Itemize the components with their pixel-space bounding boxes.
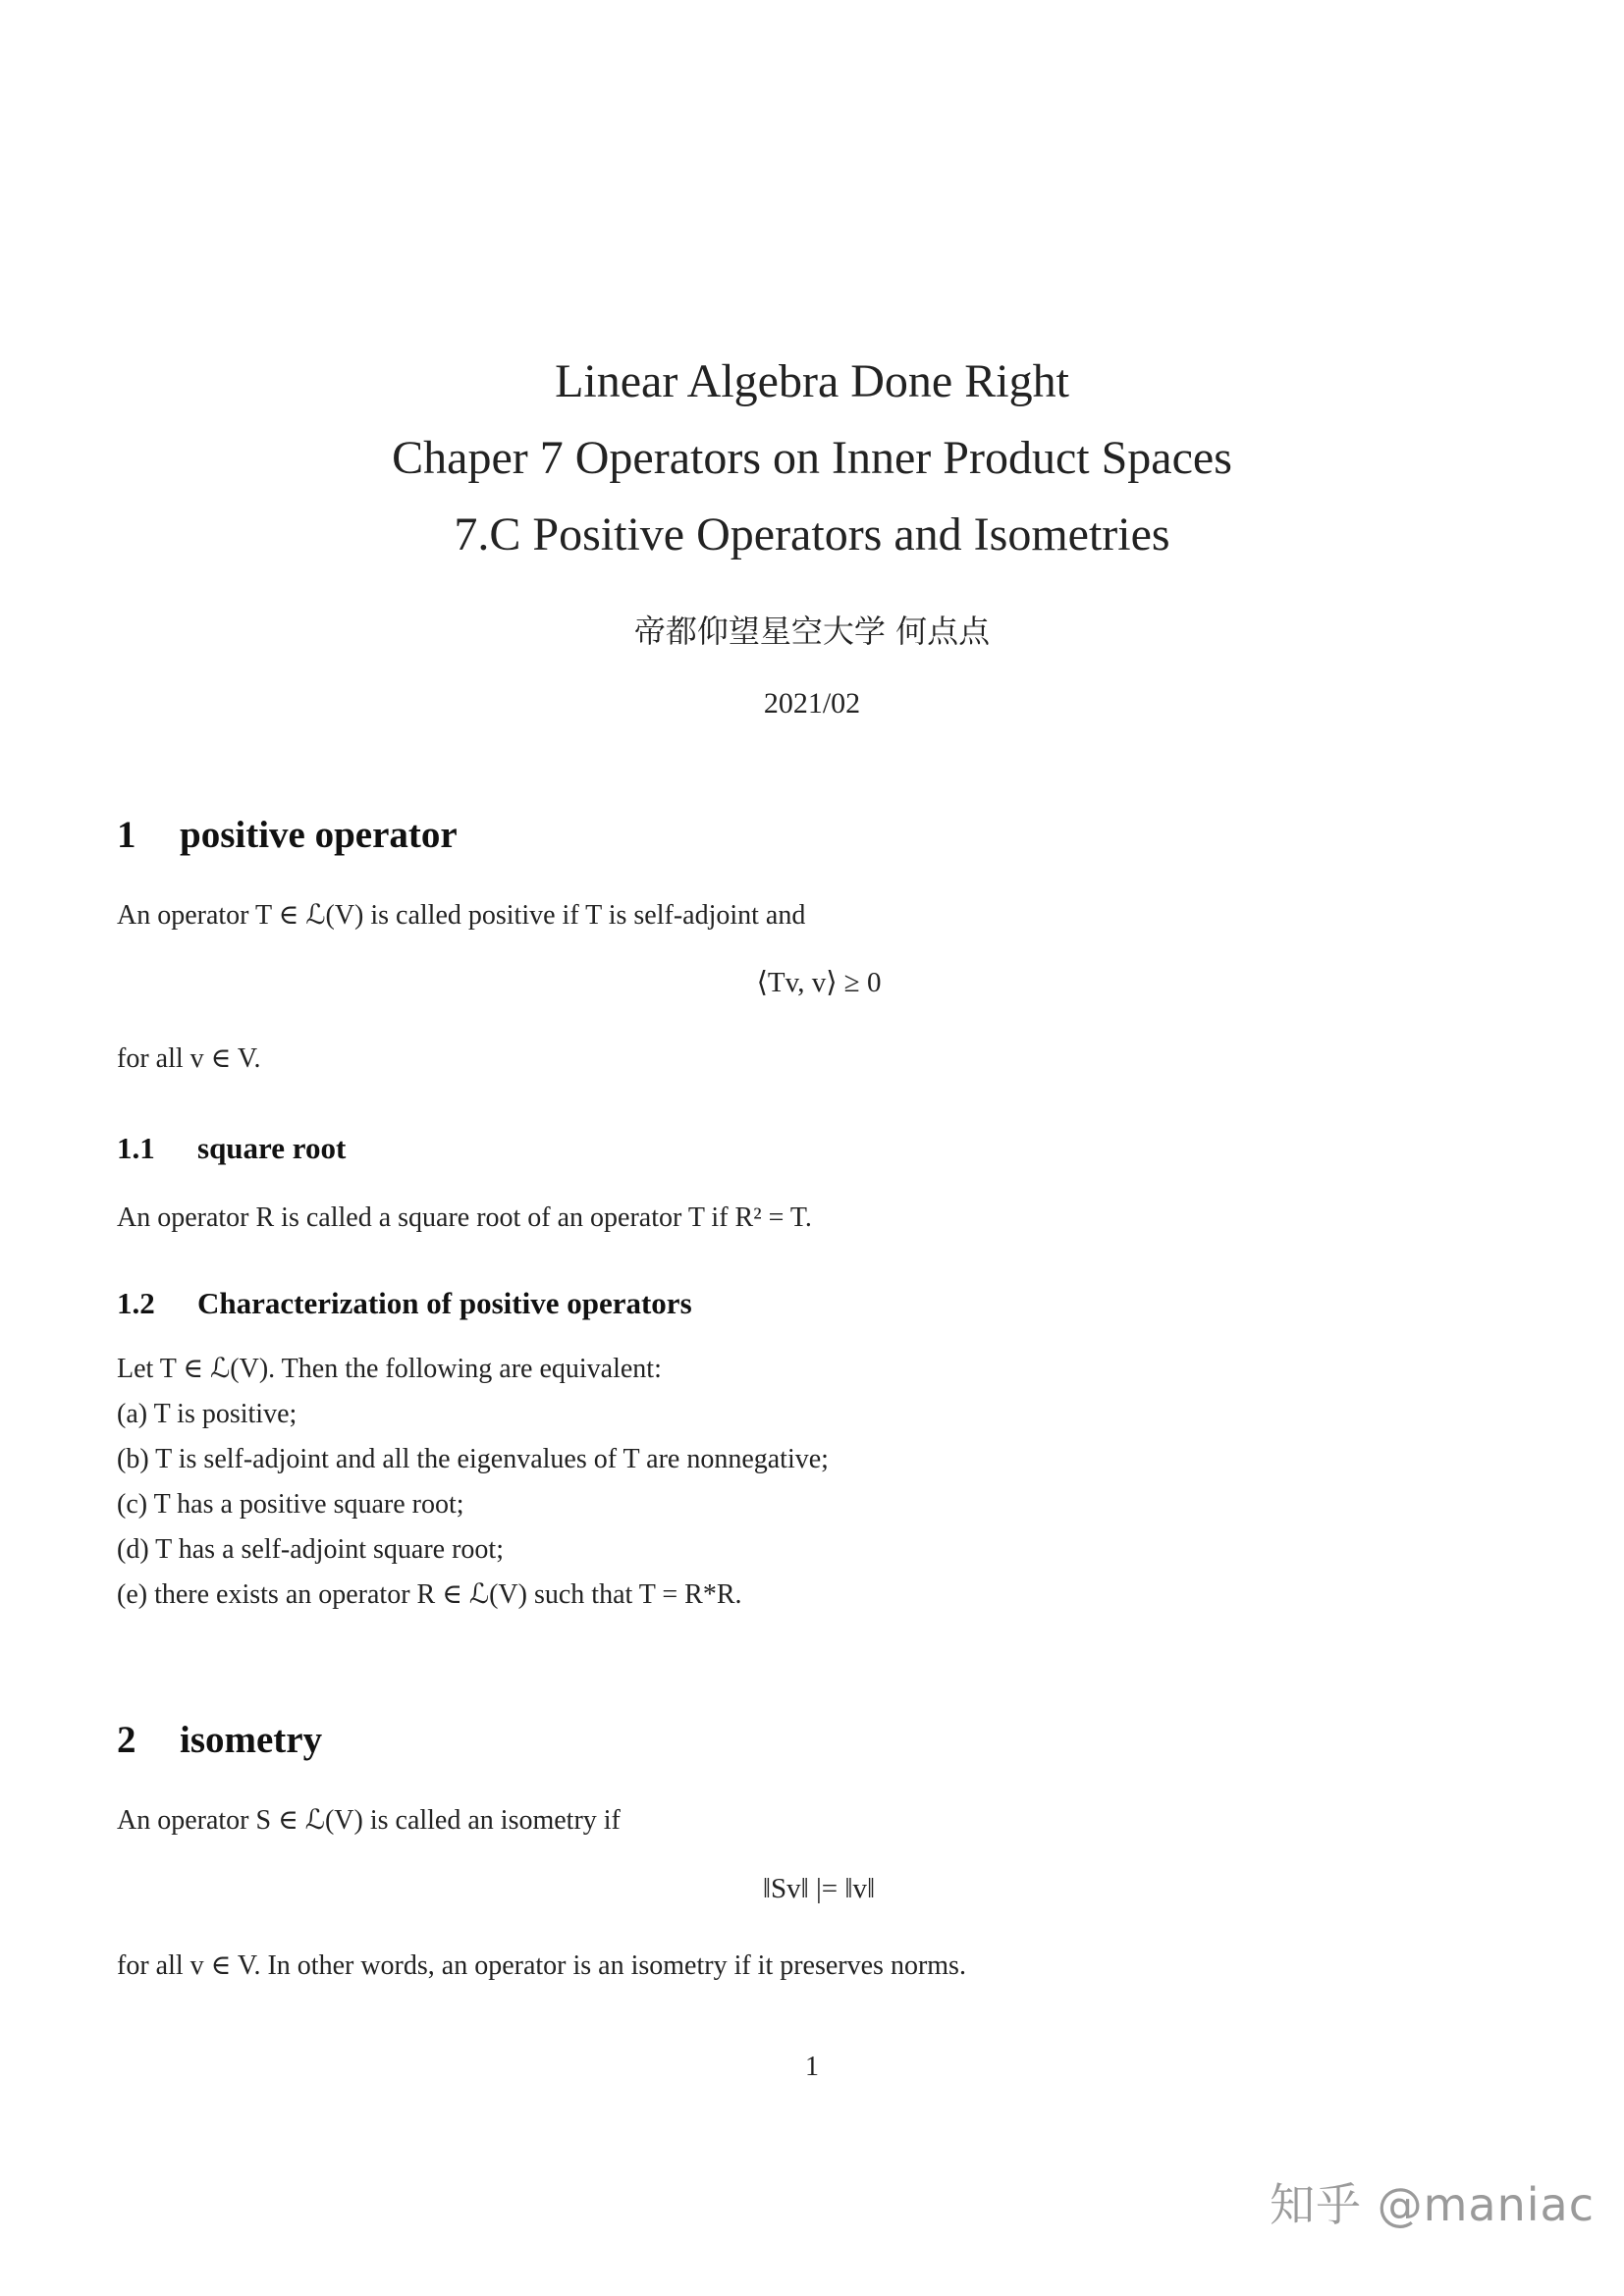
isometry-equation: ‖Sv‖ |= ‖v‖ [762, 1873, 876, 1904]
title-line-2: Chaper 7 Operators on Inner Product Spaces [392, 432, 1232, 484]
square-root-definition: An operator R is called a square root of an operator T if R² = T. [117, 1202, 812, 1233]
section-1-after: for all v ∈ V. [117, 1043, 261, 1074]
title-line-1: Linear Algebra Done Right [555, 355, 1069, 407]
section-number: 2 [117, 1719, 136, 1761]
list-item: (e) there exists an operator R ∈ ℒ(V) such that T = R*R. [117, 1579, 742, 1610]
section-title: positive operator [180, 814, 458, 856]
equivalence-list [117, 1347, 829, 1618]
author: 帝都仰望星空大学 何点点 [633, 613, 991, 650]
subsection-title: square root [197, 1131, 347, 1165]
title-line-3: 7.C Positive Operators and Isometries [454, 508, 1170, 561]
list-item: (a) T is positive; [117, 1399, 298, 1429]
section-heading-2 [117, 1718, 322, 1762]
page-number: 1 [805, 2052, 819, 2082]
section-1-intro: An operator T ∈ ℒ(V) is called positive if T is self-adjoint and [117, 900, 806, 931]
list-item: (b) T is self-adjoint and all the eigenvalues of T are nonnegative; [117, 1444, 829, 1474]
positive-equation: ⟨Tv, v⟩ ≥ 0 [756, 967, 882, 998]
subsection-number: 1.2 [117, 1286, 155, 1320]
document-title [0, 344, 1624, 573]
section-title: isometry [180, 1719, 323, 1761]
zhihu-watermark: 知乎 @maniac [1269, 2178, 1595, 2231]
section-2-intro: An operator S ∈ ℒ(V) is called an isometry if [117, 1805, 621, 1836]
date: 2021/02 [763, 687, 861, 720]
list-item: (d) T has a self-adjoint square root; [117, 1534, 504, 1565]
subsection-heading-1-2 [117, 1286, 692, 1321]
section-2-after: for all v ∈ V. In other words, an operator is an isometry if it preserves norms. [117, 1950, 966, 1981]
section-number: 1 [117, 814, 136, 856]
section-heading-1 [117, 813, 458, 857]
subsection-number: 1.1 [117, 1131, 155, 1165]
subsection-title: Characterization of positive operators [197, 1286, 692, 1320]
subsection-heading-1-1 [117, 1131, 346, 1166]
list-intro: Let T ∈ ℒ(V). Then the following are equivalent: [117, 1354, 662, 1384]
list-item: (c) T has a positive square root; [117, 1489, 464, 1520]
